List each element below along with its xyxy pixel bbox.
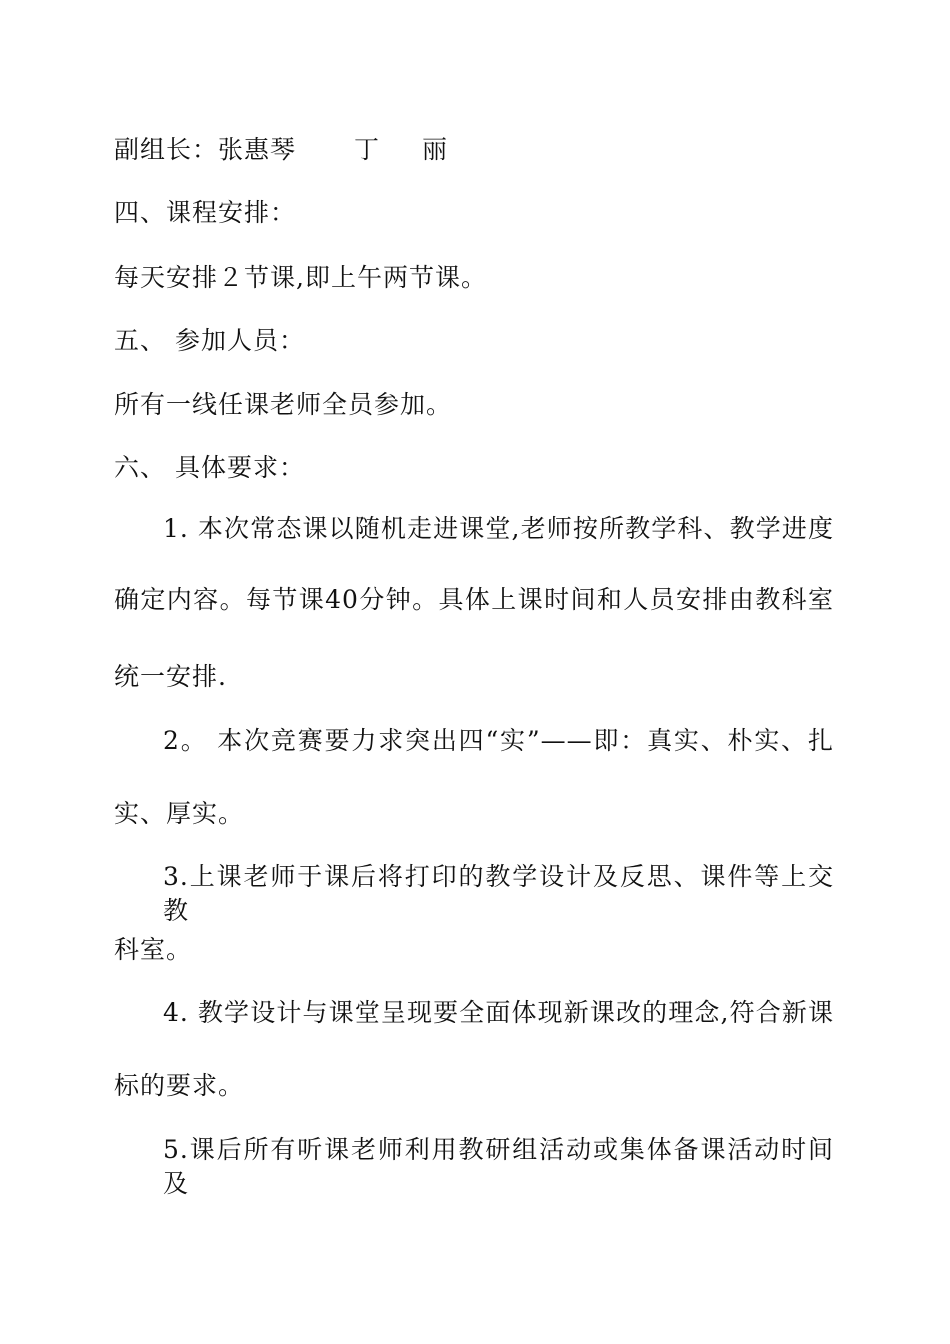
requirement-2-line-1: 2。 本次竞赛要力求突出四“实”——即：真实、朴实、扎 bbox=[163, 726, 834, 755]
deputy-leader-line bbox=[114, 133, 834, 167]
section-4-heading: 四、课程安排： bbox=[114, 198, 297, 227]
requirement-4-line-1: 4. 教学设计与课堂呈现要全面体现新课改的理念,符合新课 bbox=[163, 998, 834, 1027]
requirement-5-line-1: 5.课后所有听课老师利用教研组活动或集体备课活动时间及 bbox=[163, 1135, 834, 1198]
section-5-text: 所有一线任课老师全员参加。 bbox=[114, 390, 453, 419]
requirement-3-line-2: 科室。 bbox=[114, 935, 193, 964]
requirement-1-line-1: 1. 本次常态课以随机走进课堂,老师按所教学科、教学进度 bbox=[163, 514, 834, 543]
requirement-4-line-2: 标的要求。 bbox=[114, 1071, 245, 1100]
section-6-heading: 六、 具体要求： bbox=[114, 453, 305, 482]
deputy-leader-name-1: 丁 bbox=[354, 135, 381, 164]
requirement-2-line-2: 实、厚实。 bbox=[114, 799, 245, 828]
requirement-3-line-1: 3.上课老师于课后将打印的教学设计及反思、课件等上交教 bbox=[163, 862, 834, 925]
deputy-leader-name-2: 丽 bbox=[422, 135, 449, 164]
section-4-text: 每天安排２节课,即上午两节课。 bbox=[114, 263, 487, 292]
deputy-leader-label: 副组长：张惠琴 bbox=[114, 135, 297, 164]
requirement-1-line-2: 确定内容。每节课40分钟。具体上课时间和人员安排由教科室 bbox=[114, 585, 834, 614]
requirement-1-line-3: 统一安排. bbox=[114, 662, 227, 691]
section-5-heading: 五、 参加人员： bbox=[114, 326, 305, 355]
